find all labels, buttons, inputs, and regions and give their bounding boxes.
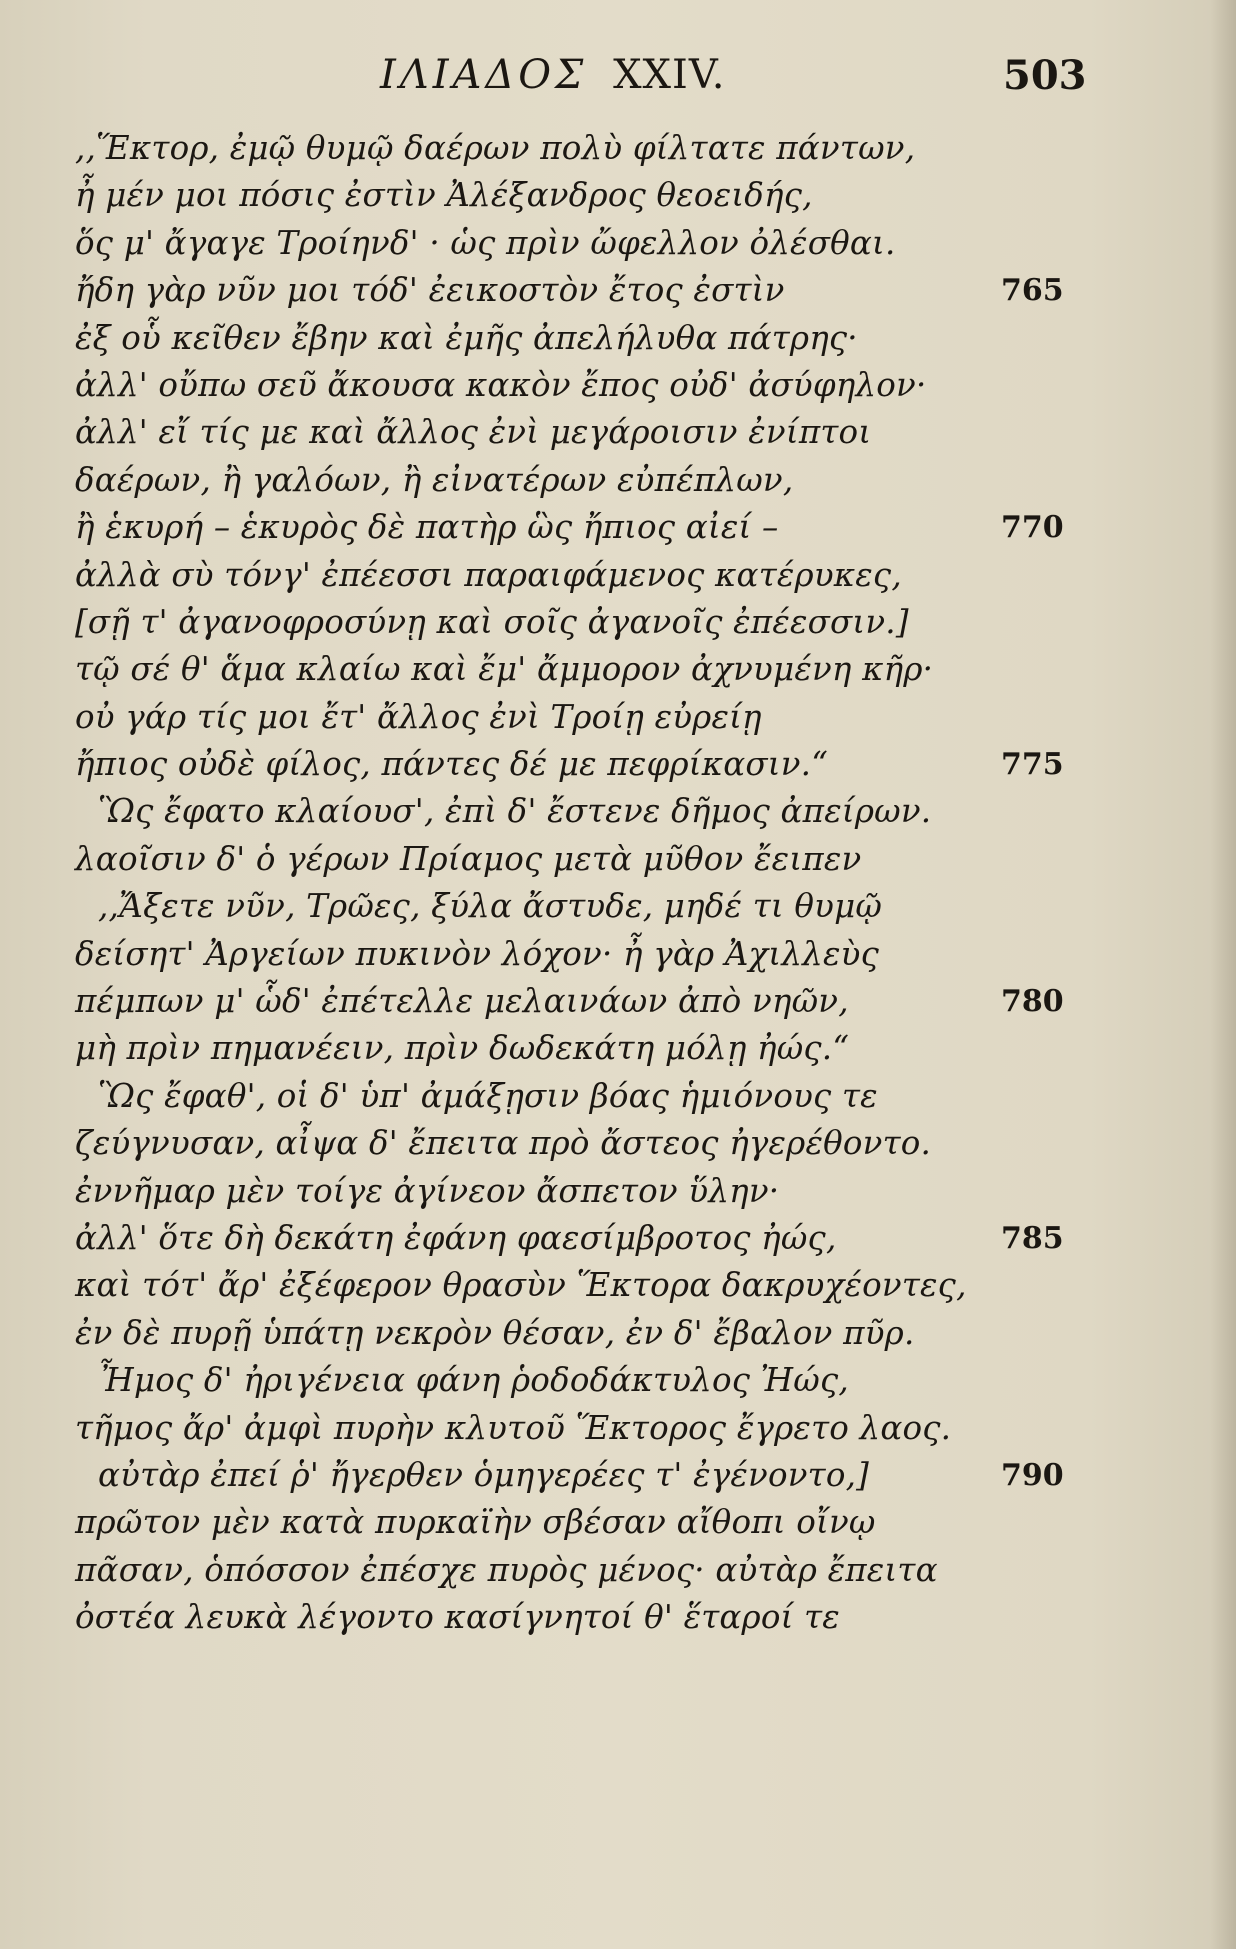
verse-text: πᾶσαν, ὁπόσσον ἐπέσχε πυρὸς μένος· αὐτὰρ ἔπειτα (75, 1550, 938, 1589)
verse-text: ,,Ἄξετε νῦν, Τρῶες, ξύλα ἄστυδε, μηδέ τι θυμῷ (98, 887, 883, 926)
verse-text: ἀλλ' εἴ τίς με καὶ ἄλλος ἐνὶ μεγάροισιν ἐνίπτοι (75, 413, 872, 452)
verse-line (0, 836, 1236, 883)
page-number: 503 (1003, 52, 1087, 99)
verse-text: ζεύγνυσαν, αἶψα δ' ἔπειτα πρὸ ἄστεος ἠγερέθοντο. (75, 1124, 932, 1163)
verse-text: ἦ μέν μοι πόσις ἐστὶν Ἀλέξανδρος θεοειδής, (75, 176, 813, 215)
line-number: 780 (1001, 984, 1064, 1020)
verse-line (0, 552, 1236, 599)
verse-text: μὴ πρὶν πημανέειν, πρὶν δωδεκάτη μόλῃ ἠώς.“ (75, 1029, 850, 1068)
verse-text: καὶ τότ' ἄρ' ἐξέφερον θρασὺν Ἕκτορα δακρυχέοντες, (75, 1266, 967, 1305)
verse-line (0, 1120, 1236, 1167)
verse-text: ἐν δὲ πυρῇ ὑπάτῃ νεκρὸν θέσαν, ἐν δ' ἔβαλον πῦρ. (75, 1313, 915, 1352)
running-head-title: ΙΛΙΑΔΟΣ (380, 52, 588, 98)
verse-line (0, 978, 1236, 1025)
verse-text: Ὣς ἔφατο κλαίουσ', ἐπὶ δ' ἔστενε δῆμος ἀπείρων. (98, 792, 932, 831)
line-number: 785 (1001, 1220, 1064, 1256)
verse-line (0, 125, 1236, 172)
line-number: 790 (1001, 1457, 1064, 1493)
verse-text: ὅς μ' ἄγαγε Τροίηνδ' · ὡς πρὶν ὤφελλον ὀλέσθαι. (75, 223, 896, 262)
verse-text: Ὣς ἔφαθ', οἱ δ' ὑπ' ἀμάξῃσιν βόας ἡμιόνους τε (98, 1076, 878, 1115)
verse-line (0, 1025, 1236, 1072)
verse-text: ὀστέα λευκὰ λέγοντο κασίγνητοί θ' ἕταροί τε (75, 1598, 840, 1637)
verse-line (0, 172, 1236, 219)
verse-line (0, 646, 1236, 693)
verse-line (0, 504, 1236, 551)
verse-line (0, 1452, 1236, 1499)
verse-line (0, 1262, 1236, 1309)
verse-text: δαέρων, ἢ γαλόων, ἢ εἰνατέρων εὐπέπλων, (75, 460, 794, 499)
verse-text: πέμπων μ' ὧδ' ἐπέτελλε μελαινάων ἀπὸ νηῶν, (75, 982, 849, 1021)
verse-text: οὐ γάρ τίς μοι ἔτ' ἄλλος ἐνὶ Τροίῃ εὐρείῃ (75, 697, 762, 736)
verse-line (0, 409, 1236, 456)
verse-text: ἤπιος οὐδὲ φίλος, πάντες δέ με πεφρίκασιν.“ (75, 745, 829, 784)
verse-line (0, 1405, 1236, 1452)
verse-line (0, 457, 1236, 504)
verse-text: τῆμος ἄρ' ἀμφὶ πυρὴν κλυτοῦ Ἕκτορος ἔγρετο λαος. (75, 1408, 952, 1447)
verse-line (0, 883, 1236, 930)
verse-text: δείσητ' Ἀργείων πυκινὸν λόχον· ἦ γὰρ Ἀχιλλεὺς (75, 934, 879, 973)
verse-text: ,,Ἕκτορ, ἐμῷ θυμῷ δαέρων πολὺ φίλτατε πάντων, (75, 129, 916, 167)
verse-text: [σῇ τ' ἀγανοφροσύνῃ καὶ σοῖς ἀγανοῖς ἐπέεσσιν.] (75, 602, 909, 641)
line-number: 775 (1001, 747, 1064, 783)
verse-block (0, 125, 1236, 1642)
verse-text: αὐτὰρ ἐπεί ῥ' ἤγερθεν ὁμηγερέες τ' ἐγένοντο,] (98, 1455, 870, 1494)
verse-line (0, 1594, 1236, 1641)
verse-text: Ἦμος δ' ἠριγένεια φάνη ῥοδοδάκτυλος Ἠώς, (98, 1361, 849, 1400)
verse-text: ἀλλ' ὅτε δὴ δεκάτη ἐφάνη φαεσίμβροτος ἠώς, (75, 1218, 837, 1257)
line-number: 765 (1001, 273, 1064, 309)
running-head (380, 52, 725, 98)
verse-line (0, 267, 1236, 314)
verse-text: ἀλλὰ σὺ τόνγ' ἐπέεσσι παραιφάμενος κατέρυκες, (75, 555, 902, 594)
verse-line (0, 741, 1236, 788)
verse-text: πρῶτον μὲν κατὰ πυρκαϊὴν σβέσαν αἴθοπι οἴνῳ (75, 1503, 876, 1542)
verse-text: ἢ ἑκυρή – ἑκυρὸς δὲ πατὴρ ὣς ἤπιος αἰεί – (75, 508, 779, 547)
verse-text: ἀλλ' οὔπω σεῦ ἄκουσα κακὸν ἔπος οὐδ' ἀσύφηλον· (75, 365, 927, 404)
verse-text: τῷ σέ θ' ἅμα κλαίω καὶ ἔμ' ἄμμορον ἀχνυμένη κῆρ· (75, 650, 934, 689)
verse-line (0, 1215, 1236, 1262)
verse-line (0, 788, 1236, 835)
verse-line (0, 315, 1236, 362)
verse-line (0, 1547, 1236, 1594)
verse-text: ἐννῆμαρ μὲν τοίγε ἀγίνεον ἄσπετον ὕλην· (75, 1171, 780, 1210)
verse-line (0, 931, 1236, 978)
verse-text: ἤδη γὰρ νῦν μοι τόδ' ἐεικοστὸν ἔτος ἐστὶν (75, 271, 785, 310)
verse-text: λαοῖσιν δ' ὁ γέρων Πρίαμος μετὰ μῦθον ἔειπεν (75, 839, 862, 878)
verse-line (0, 1310, 1236, 1357)
verse-line (0, 220, 1236, 267)
verse-line (0, 694, 1236, 741)
verse-line (0, 599, 1236, 646)
verse-line (0, 1499, 1236, 1546)
line-number: 770 (1001, 510, 1064, 546)
running-head-book: XXIV. (613, 52, 726, 98)
verse-line (0, 362, 1236, 409)
verse-line (0, 1357, 1236, 1404)
verse-text: ἐξ οὗ κεῖθεν ἔβην καὶ ἐμῆς ἀπελήλυθα πάτρης· (75, 318, 858, 357)
verse-line (0, 1073, 1236, 1120)
verse-line (0, 1168, 1236, 1215)
